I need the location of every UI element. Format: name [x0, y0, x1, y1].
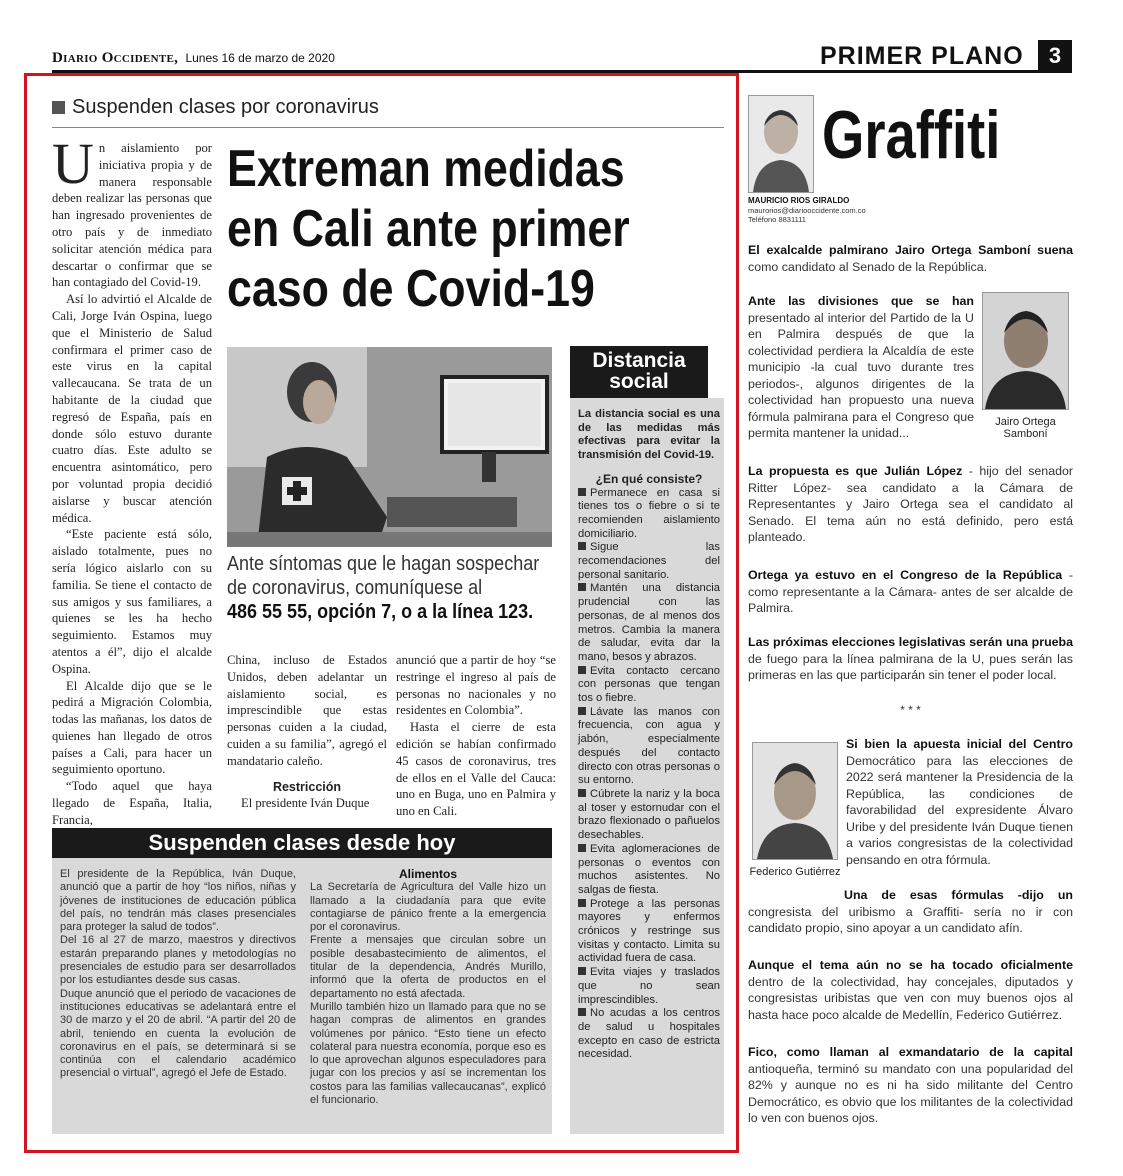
- square-bullet-icon: [578, 707, 586, 715]
- portrait-illustration: [753, 743, 837, 859]
- graffiti-item: Ortega ya estuvo en el Congreso de la República - como representante a la Cámara- antes de ser alcalde de Palmira.: [748, 568, 1073, 615]
- square-bullet-icon: [578, 583, 586, 591]
- graffiti-item: Fico, como llaman al exmandatario de la capital antioqueña, terminó su mandato con una popularidad del 82% y aunque no es ni ha sido militante del Centro Democrático, es obvio que los militantes de la colectividad lo ven con buenos ojos.: [748, 1045, 1073, 1125]
- article-column-3: [396, 652, 556, 820]
- graffiti-item: La propuesta es que Julián López - hijo del senador Ritter López- sea candidato a la Cámara de Representantes y Jairo Ortega sea el candidato al Senado. El tema aún no está definido, pero está planteado.: [748, 464, 1073, 544]
- newspaper-name: Diario Occidente,: [52, 50, 179, 66]
- square-bullet-icon: [578, 666, 586, 674]
- subheading: Alimentos: [398, 867, 457, 881]
- square-bullet-icon: [578, 967, 586, 975]
- graffiti-item: Una de esas fórmulas -dijo un congresista del uribismo a Graffiti- sería no ir con candidato propio, sino apoyar a un candidato afín.: [748, 888, 1073, 935]
- paragraph: Hasta el cierre de esta edición se habían confirmado 45 casos de coronavirus, tres de ellos en el Valle del Cauca: uno en Buga, uno en Palmira y uno en Cali.: [396, 720, 556, 819]
- paragraph: El presidente Iván Duque: [241, 796, 370, 811]
- paragraph: El presidente de la República, Iván Duque, anunció que a partir de hoy “los niños, niñas y jóvenes de instituciones de educación pública del país, no tendrán más clases presenciales para proteger la salud de todos”.: [60, 868, 296, 934]
- intro-text: La distancia social es una de las medidas más efectivas para evitar la transmisión del Covid-19.: [578, 408, 720, 462]
- graffiti-item: Ante las divisiones que se han presentado al interior del Partido de la U en Palmira después de que la colectividad perdiera la Alcaldía de este municipio -la cual tuvo durante tres periodos-, algunos dirigentes de la colectividad han propuesto una nueva fórmula palmirana para el Congreso que permita mantener la unidad...: [748, 294, 974, 440]
- photo-caption: Jairo Ortega Samboní: [995, 416, 1056, 440]
- section-separator: * * *: [900, 703, 921, 717]
- subheading: Restricción: [272, 779, 342, 794]
- paragraph: anunció que a partir de hoy “se restringe el ingreso al país de personas no nacionales y no residentes en Colombia”.: [396, 653, 556, 718]
- suspenden-clases-title: Suspenden clases desde hoy: [52, 828, 552, 858]
- square-bullet-icon: [578, 899, 586, 907]
- page-header-dateline: [52, 50, 335, 67]
- paragraph: La Secretaría de Agricultura del Valle hizo un llamado a la ciudadanía para que evite contagiarse de pánico frente a la emergencia por el coronavirus.: [310, 881, 546, 934]
- paragraph: Murillo también hizo un llamado para que no se hagan compras de alimentos en grandes volúmenes por pánico. “Esto tiene un efecto colateral para nuestra economía, porque eso es lo que aprovechan algunos especuladores para jugar con los precios y así se incrementan los costos para las familias vallecaucanas”, explicó el funcionario.: [310, 1000, 546, 1107]
- kicker-rule: [52, 127, 724, 128]
- distancia-social-text: [578, 408, 720, 1062]
- photo-caption: Federico Gutiérrez: [749, 866, 841, 878]
- columnist-photo: [748, 95, 814, 193]
- paragraph: Así lo advirtió el Alcalde de Cali, Jorge Iván Ospina, luego que el Ministerio de Salud confirmara el primer caso de este virus en la capital vallecaucana. Se trata de un habitante de la ciudad que regresó de España, país en donde sólo estuvo durante cuatro días. Este adulto se encuentra asintomático, pero por voluntad propia decidió aislarse y buscar atención médica.: [52, 292, 212, 525]
- section-title: PRIMER PLANO: [820, 42, 1024, 70]
- article-photo: [227, 347, 552, 547]
- person-photo: [752, 742, 838, 860]
- paragraph: Duque anunció que el periodo de vacaciones de instituciones educativas se adelantará entre el 30 de marzo y el 20 de abril. “A partir del 20 de abril, teniendo en cuenta la evolución de coronavirus en el país, se determinará si se continúa con el calendario académico presencial o virtual”, agregó el Jefe de Estado.: [60, 987, 296, 1080]
- article-column-2: [227, 652, 387, 812]
- square-bullet-icon: [52, 101, 65, 114]
- list-item: Permanece en casa si tienes tos o fiebre o si te recomienden aislamiento domiciliario.: [578, 486, 720, 540]
- square-bullet-icon: [578, 542, 586, 550]
- list-item: Evita viajes y traslados que no sean imprescindibles.: [578, 966, 720, 1006]
- list-item: Mantén una distancia prudencial con las personas, de al menos dos metros. Cambia la manera de saludar, evita dar la mano, besos y abrazos.: [578, 582, 720, 663]
- article-column-1: [52, 131, 212, 829]
- list-item: Evita contacto cercano con personas que tengan tos o fiebre.: [578, 664, 720, 705]
- portrait-illustration: [749, 96, 813, 192]
- columnist-contact: [748, 206, 866, 224]
- list-item: Cúbrete la nariz y la boca al toser y estornudar con el brazo flexionado o pañuelos desechables.: [578, 787, 720, 842]
- column-title: Graffiti: [822, 97, 1001, 173]
- paragraph: Del 16 al 27 de marzo, maestros y directivos estarán preparando planes y metodologías no presenciales de estudio para ser desarrollados por los estudiantes desde sus casas.: [60, 934, 296, 987]
- portrait-illustration: [983, 293, 1068, 409]
- paragraph: China, incluso de Estados Unidos, deben adelantar un aislamiento social, es imprescindible que estas personas cuiden a la ciudad, cuiden a su familia”, agregó el mandatario caleño.: [227, 653, 387, 768]
- suspenden-clases-right-column: [310, 868, 546, 1107]
- list-item: Protege a las personas mayores y enfermos crónicos y restringe sus visitas y contacto. Limita su actividad fuera de casa.: [578, 897, 720, 965]
- paragraph: El Alcalde dijo que se le pedirá a Migración Colombia, todas las mañanas, los datos de quienes han llegado de otros países a Cali, para hacer un seguimiento oportuno.: [52, 678, 212, 777]
- graffiti-item: Aunque el tema aún no se ha tocado oficialmente dentro de la colectividad, hay concejales, diputados y congresistas uribistas que ven con muy buenos ojos al hasta hace poco alcalde de Medellín, Federico Gutiérrez.: [748, 958, 1073, 1022]
- drop-cap: U: [52, 131, 94, 196]
- columnist-name: MAURICIO RIOS GIRALDO: [748, 196, 850, 205]
- health-worker-illustration: [227, 347, 552, 547]
- square-bullet-icon: [578, 844, 586, 852]
- list-item: Lávate las manos con frecuencia, con agua y jabón, especialmente después del contacto directo con otras personas o su entorno.: [578, 705, 720, 787]
- suspenden-clases-left-column: [60, 868, 296, 1081]
- page-number: 3: [1038, 40, 1072, 72]
- hotline-number: 486 55 55, opción 7, o a la línea 123.: [227, 601, 534, 623]
- list-item: No acudas a los centros de salud u hospitales excepto en caso de estricta necesidad.: [578, 1007, 720, 1061]
- question-heading: ¿En qué consiste?: [595, 471, 703, 486]
- issue-date: Lunes 16 de marzo de 2020: [185, 51, 335, 65]
- square-bullet-icon: [578, 789, 586, 797]
- list-item: Evita aglomeraciones de personas o eventos con muchos asistentes. No salgas de fiesta.: [578, 842, 720, 896]
- paragraph: Frente a mensajes que circulan sobre un posible desabastecimiento de alimentos, el titular de la dependencia, Andrés Murillo, informó que la oferta de productos en el departamento no está afectada.: [310, 934, 546, 1000]
- graffiti-item: El exalcalde palmirano Jairo Ortega Samboní suena como candidato al Senado de la República.: [748, 243, 1073, 274]
- graffiti-item: Las próximas elecciones legislativas serán una prueba de fuego para la línea palmirana de la U, pues serán las primeras en las que participarán sin tener el poder local.: [748, 635, 1073, 682]
- distancia-social-title: Distancia social: [570, 346, 708, 398]
- graffiti-item: Si bien la apuesta inicial del Centro Democrático para las elecciones de 2022 será mantener la Presidencia de la República, las condiciones de favorabilidad del expresidente Álvaro Uribe y del presidente Iván Duque tienen a varios congresistas de la colectividad pensando en otra fórmula.: [846, 737, 1073, 867]
- paragraph: “Este paciente está sólo, aislado totalmente, pues no sería lógico aislarlo con su familia. Se tiene el contacto de sus amigos y sus familiares, a quienes se les ha hecho seguimiento. Estamos muy atentos a él”, dijo el alcalde Ospina.: [52, 527, 212, 676]
- square-bullet-icon: [578, 488, 586, 496]
- list-item: Sigue las recomendaciones del personal sanitario.: [578, 541, 720, 581]
- article-kicker: Suspenden clases por coronavirus: [52, 96, 379, 119]
- person-photo: [982, 292, 1069, 410]
- article-headline: Extreman medidas en Cali ante primer caso de Covid-19: [227, 140, 630, 318]
- paragraph: “Todo aquel que haya llegado de España, Italia, Francia,: [52, 779, 212, 827]
- columnist-phone: Teléfono 8831111: [748, 215, 806, 224]
- columnist-email: maurorios@diariooccidente.com.co: [748, 206, 866, 215]
- square-bullet-icon: [578, 1008, 586, 1016]
- photo-caption: Ante síntomas que le hagan sospechar de coronavirus, comuníquese al 486 55 55, opción 7, o a la línea 123.: [227, 553, 540, 623]
- paragraph: n aislamiento por iniciativa propia y de manera responsable deben realizar las personas que han ingresado provenientes de otro país y de inmediato solicitar atención médica para descartar o confirmar que se han contagiado del Covid-19.: [52, 141, 212, 290]
